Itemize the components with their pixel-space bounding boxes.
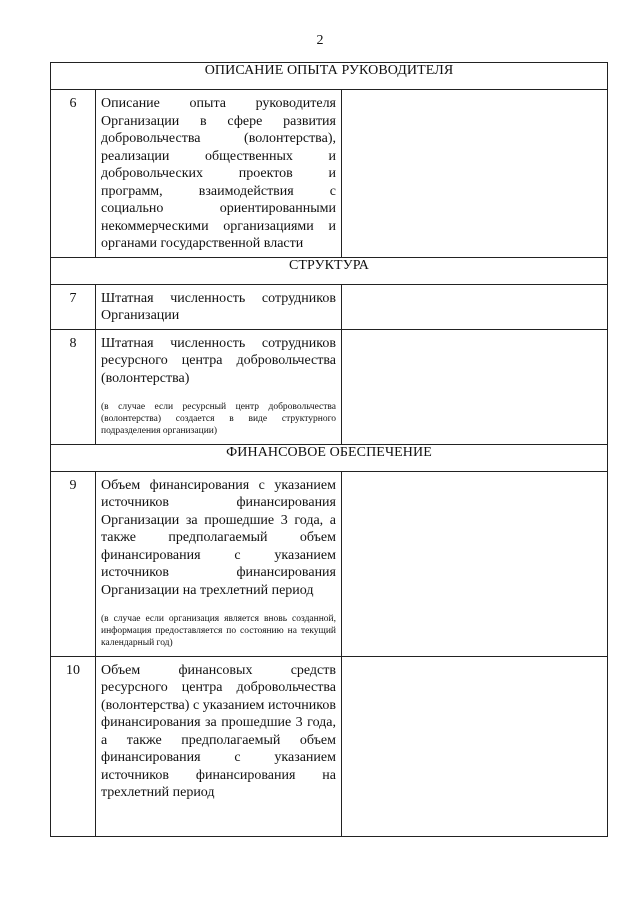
application-form-table [50,62,608,837]
table-row [51,329,608,444]
row-label-text: Штатная численность сотрудников ресурсного центра добровольчества (волонтерства) [101,335,336,386]
value-cell-org-financing[interactable] [342,471,608,656]
section-header-financing [51,444,608,471]
value-cell-leader-experience[interactable] [342,90,608,258]
table-row [51,656,608,836]
row-label [96,329,342,444]
value-cell-center-financing[interactable] [342,656,608,836]
row-number: 8 [51,329,96,444]
section-title: ОПИСАНИЕ ОПЫТА РУКОВОДИТЕЛЯ [51,63,608,90]
row-number: 7 [51,284,96,329]
row-number: 9 [51,471,96,656]
table-row [51,471,608,656]
row-label [96,284,342,329]
row-label [96,471,342,656]
section-header-structure [51,257,608,284]
value-cell-org-headcount[interactable] [342,284,608,329]
row-label [96,90,342,258]
row-label-text: Штатная численность сотрудников Организации [101,290,336,323]
row-label-text: Объем финансовых средств ресурсного центра добровольчества (волонтерства) с указанием источников финансирования за прошедшие 3 года, а также предполагаемый объем финансирования с указанием источников финансирования на трехлетний период [101,662,336,800]
table-row [51,90,608,258]
page-number: 2 [316,33,324,48]
row-number: 10 [51,656,96,836]
section-title: ФИНАНСОВОЕ ОБЕСПЕЧЕНИЕ [51,444,608,471]
table-row [51,284,608,329]
section-title: СТРУКТУРА [51,257,608,284]
row-number: 6 [51,90,96,258]
row-label-text: Описание опыта руководителя Организации в сфере развития добровольчества (волонтерства), реализации общественных и добровольческих проектов и программ, взаимодействия с социально ориентированными некоммерческими организациями и органами государственной власти [101,96,336,251]
value-cell-center-headcount[interactable] [342,329,608,444]
section-header-leader-experience [51,63,608,90]
row-label-text: Объем финансирования с указанием источников финансирования Организации за прошедшие 3 года, а также предполагаемый объем финансирования с указанием источников финансирования Организации на трехлетний период [101,477,336,598]
row-label [96,656,342,836]
row-note: (в случае если ресурсный центр добровольчества (волонтерства) создается в виде структурного подразделения организации) [101,402,336,436]
row-note: (в случае если организация является вновь созданной, информация предоставляется по состоянию на текущий календарный год) [101,614,336,648]
